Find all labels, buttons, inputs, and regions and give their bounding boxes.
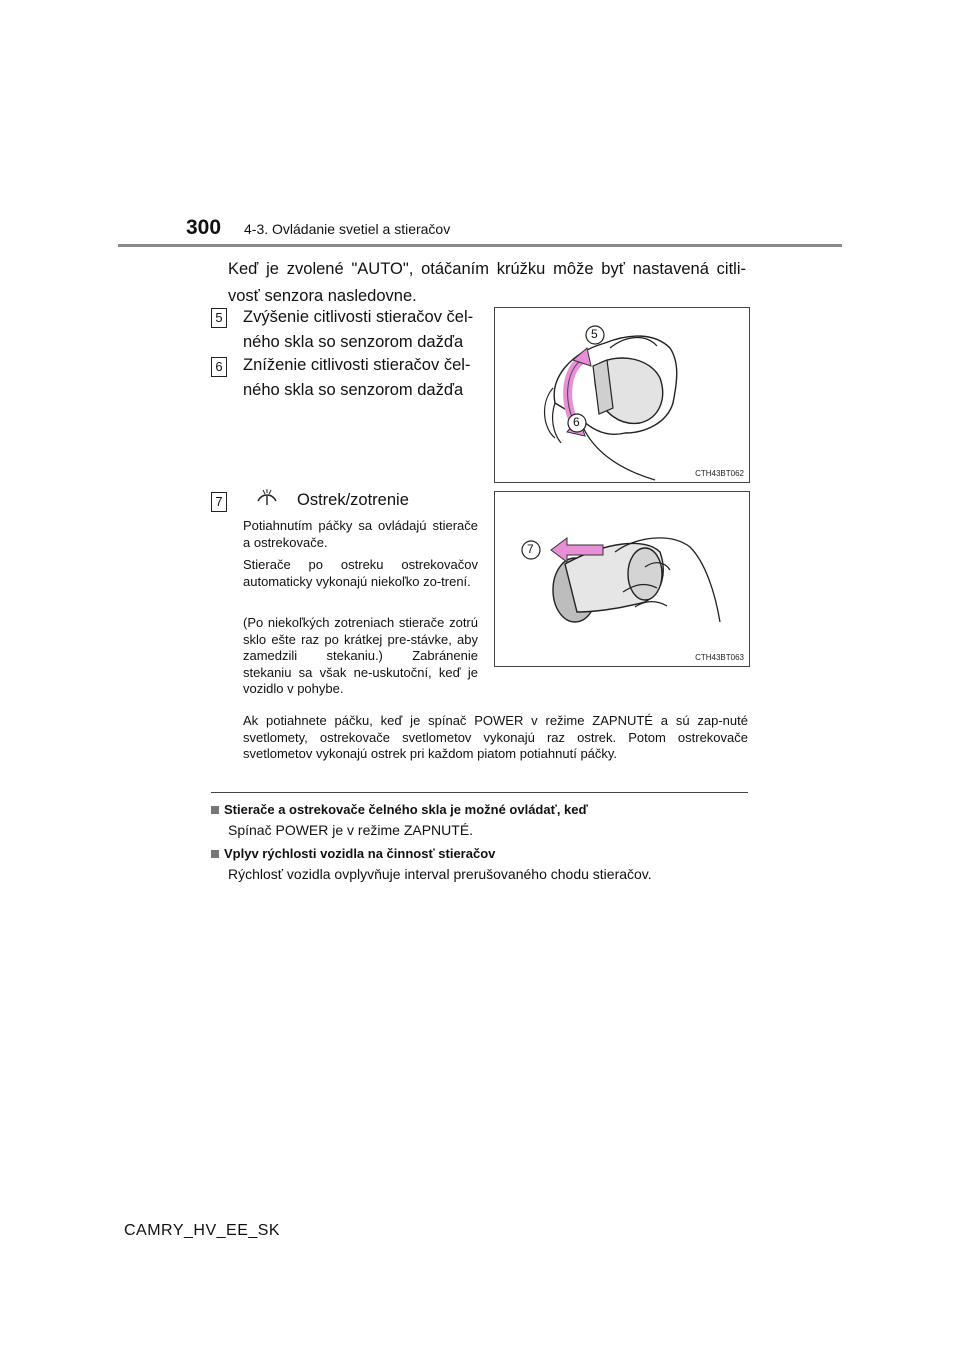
item7-paragraph-1: Potiahnutím páčky sa ovládajú stierače a ostrekovače.: [243, 518, 478, 550]
note-heading-2: [211, 846, 495, 861]
item7-paragraph-2: Stierače po ostreku ostrekovačov automaticky vykonajú niekoľko zo-trení.: [243, 557, 478, 589]
section-title: 4-3. Ovládanie svetiel a stieračov: [244, 221, 451, 237]
item-marker-5: 5: [211, 308, 227, 328]
note-body-1: Spínač POWER je v režime ZAPNUTÉ.: [228, 822, 474, 838]
square-bullet-icon: [211, 806, 219, 814]
intro-paragraph: Keď je zvolené "AUTO", otáčaním krúžku môže byť nastavená citli-vosť senzora nasledovne.: [228, 260, 746, 305]
note-heading-1-text: Stierače a ostrekovače čelného skla je možné ovládať, keď: [224, 802, 588, 817]
item-text-5: Zvýšenie citlivosti stieračov čel-ného skla so senzorom dažďa: [243, 308, 474, 351]
document-footer: CAMRY_HV_EE_SK: [124, 1222, 281, 1239]
headlight-cleaner-note: Ak potiahnete páčku, keď je spínač POWER v režime ZAPNUTÉ a sú zap-nuté svetlomety, ostrekovače svetlometov vykonajú raz ostrek. Potom ostrekovače svetlometov vykonajú ostrek pri každom piatom potiahnutí páčky.: [243, 713, 748, 761]
figure2-callout-7: 7: [527, 542, 534, 556]
item-marker-7: 7: [211, 492, 227, 512]
note-heading-2-text: Vplyv rýchlosti vozidla na činnosť stieračov: [224, 846, 496, 861]
item-text-7: Ostrek/zotrenie: [297, 491, 409, 509]
item7-paragraph-3: (Po niekoľkých zotreniach stierače zotrú sklo ešte raz po krátkej pre-stávke, aby zamedzili stekaniu.) Zabránenie stekaniu sa však ne-uskutoční, keď je vozidlo v pohybe.: [243, 615, 478, 696]
item-text-6: Zníženie citlivosti stieračov čel-ného skla so senzorom dažďa: [243, 356, 471, 399]
notes-rule: [211, 792, 748, 793]
figure-lever-illustration: [495, 492, 749, 666]
figure1-callout-5: 5: [591, 327, 598, 341]
figure1-code: CTH43BT062: [695, 469, 744, 478]
figure-ring-rotation: [494, 307, 750, 483]
page-number: 300: [186, 216, 222, 239]
figure-ring-illustration: [495, 308, 749, 482]
figure-lever-pull: [494, 491, 750, 667]
header-rule: [118, 244, 842, 247]
item-marker-6: 6: [211, 357, 227, 377]
figure2-code: CTH43BT063: [695, 653, 744, 662]
wiper-washer-icon: [256, 487, 278, 509]
note-heading-1: [211, 802, 588, 817]
square-bullet-icon: [211, 850, 219, 858]
figure1-callout-6: 6: [573, 415, 580, 429]
note-body-2: Rýchlosť vozidla ovplyvňuje interval prerušovaného chodu stieračov.: [228, 866, 652, 882]
